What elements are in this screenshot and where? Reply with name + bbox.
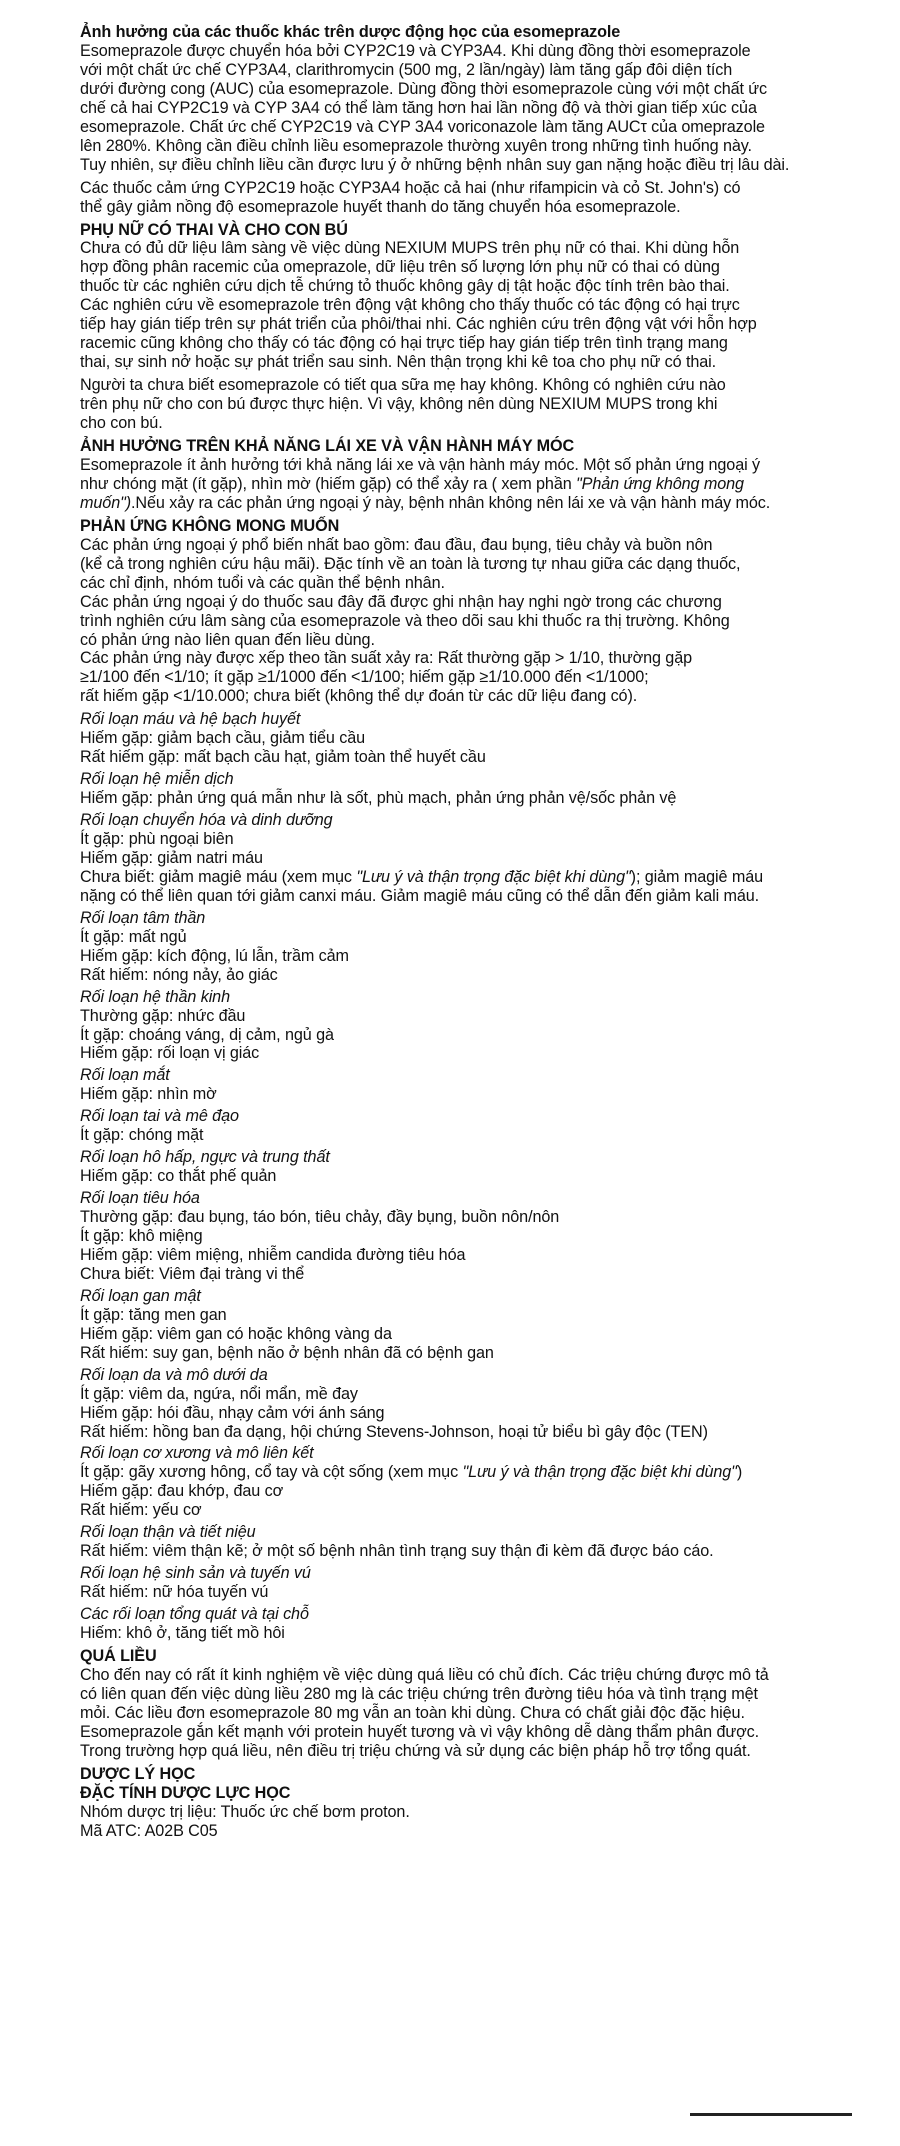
subsection-heading: Rối loạn hệ miễn dịch [80,770,234,789]
subsection-heading: Rối loạn gan mật [80,1286,201,1305]
subsection-heading: Rối loạn hệ thần kinh [80,987,230,1006]
subsection-heading: Rối loạn máu và hệ bạch huyết [80,710,301,729]
bottom-rule [690,2113,852,2116]
body-text-line: tiếp hay gián tiếp trên sự phát triển của phôi/thai nhi. Các nghiên cứu trên động vật với hỗn hợp [80,315,757,334]
body-text-line: dưới đường cong (AUC) của esomeprazole. Dùng đồng thời esomeprazole cùng với một chất ức [80,79,768,98]
body-text-line: Hiếm gặp: giảm natri máu [80,848,263,867]
body-text-line: như chóng mặt (ít gặp), nhìn mờ (hiếm gặp) có thể xảy ra ( xem phần "Phản ứng không mong [80,474,744,493]
body-text-line: Ít gặp: mất ngủ [80,927,187,946]
body-text-line: có phản ứng nào liên quan đến liều dùng. [80,630,375,649]
body-text-line: Các nghiên cứu về esomeprazole trên động vật không cho thấy thuốc có tác động có hại trực [80,296,740,315]
body-text-line: Ít gặp: gãy xương hông, cổ tay và cột sống (xem mục "Lưu ý và thận trọng đặc biệt khi dùng") [80,1463,743,1482]
section-heading: QUÁ LIỀU [80,1646,157,1665]
body-text-line: Hiếm gặp: hói đầu, nhạy cảm với ánh sáng [80,1403,385,1422]
body-text-line: rất hiếm gặp <1/10.000; chưa biết (không thể dự đoán từ các dữ liệu đang có). [80,687,638,706]
body-text-line: chế cả hai CYP2C19 và CYP 3A4 có thể làm tăng hơn hai lần nồng độ và thời gian tiếp xúc của [80,98,757,117]
body-text-line: Rất hiếm: nữ hóa tuyến vú [80,1583,269,1602]
subsection-heading: Các rối loạn tổng quát và tại chỗ [80,1605,309,1623]
subsection-heading: Rối loạn thận và tiết niệu [80,1523,256,1542]
subsection-heading: Rối loạn cơ xương và mô liên kết [80,1444,314,1463]
section-heading: Ảnh hưởng của các thuốc khác trên dược động học của esomeprazole [80,23,621,41]
body-text-line: Chưa biết: giảm magiê máu (xem mục "Lưu ý và thận trọng đặc biệt khi dùng"); giảm magiê máu [80,867,764,886]
subsection-heading: Rối loạn mắt [80,1066,170,1085]
body-text-line: Rất hiếm: nóng nảy, ảo giác [80,965,278,984]
body-text-line: các chỉ định, nhóm tuổi và các quần thể bệnh nhân. [80,573,445,592]
body-text-line: Rất hiếm: hồng ban đa dạng, hội chứng Stevens-Johnson, hoại tử biểu bì gây độc (TEN) [80,1422,708,1441]
subsection-heading: Rối loạn hệ sinh sản và tuyến vú [80,1564,311,1583]
body-text-line: Ít gặp: choáng váng, dị cảm, ngủ gà [80,1025,334,1044]
body-text-line: Chưa có đủ dữ liệu lâm sàng về việc dùng NEXIUM MUPS trên phụ nữ có thai. Khi dùng hỗn [80,239,740,258]
body-text-line: Hiếm gặp: kích động, lú lẫn, trầm cảm [80,946,349,965]
section-heading: PHẢN ỨNG KHÔNG MONG MUỐN [80,516,340,535]
body-text-line: Ít gặp: chóng mặt [80,1126,204,1145]
section-heading: ĐẶC TÍNH DƯỢC LỰC HỌC [80,1783,291,1802]
body-text-line: Mã ATC: A02B C05 [80,1821,218,1840]
body-text-line: ≥1/100 đến <1/10; ít gặp ≥1/1000 đến <1/100; hiếm gặp ≥1/10.000 đến <1/1000; [80,668,649,687]
body-text-line: Rất hiếm: yếu cơ [80,1501,202,1520]
subsection-heading: Rối loạn chuyển hóa và dinh dưỡng [80,811,333,829]
body-text-line: có liên quan đến việc dùng liều 280 mg là các triệu chứng trên đường tiêu hóa và tình trạng mệt [80,1684,758,1703]
body-text-line: Các phản ứng ngoại ý do thuốc sau đây đã được ghi nhận hay nghi ngờ trong các chương [80,592,722,611]
body-text-line: Hiếm gặp: co thắt phế quản [80,1167,277,1186]
body-text-line: Hiếm gặp: rối loạn vị giác [80,1044,260,1063]
body-text-line: Nhóm dược trị liệu: Thuốc ức chế bơm proton. [80,1802,410,1821]
subsection-heading: Rối loạn tai và mê đạo [80,1107,239,1126]
body-text-line: Hiếm gặp: đau khớp, đau cơ [80,1482,284,1501]
body-text-line: Người ta chưa biết esomeprazole có tiết qua sữa mẹ hay không. Không có nghiên cứu nào [80,376,726,395]
body-text-line: nặng có thể liên quan tới giảm canxi máu. Giảm magiê máu cũng có thể dẫn đến giảm kali máu. [80,886,760,905]
body-text-line: thai, sự sinh nở hoặc sự phát triển sau sinh. Nên thận trọng khi kê toa cho phụ nữ có thai. [80,353,717,372]
body-text-line: Rất hiếm gặp: mất bạch cầu hạt, giảm toàn thể huyết cầu [80,748,486,767]
body-text-line: Trong trường hợp quá liều, nên điều trị triệu chứng và sử dụng các biện pháp hỗ trợ tổng quát. [80,1741,751,1760]
body-text-line: Ít gặp: viêm da, ngứa, nổi mẩn, mề đay [80,1384,358,1403]
body-text-line: Esomeprazole gắn kết mạnh với protein huyết tương và vì vậy không dễ dàng thẩm phân được. [80,1722,760,1741]
body-text-line: Các phản ứng này được xếp theo tần suất xảy ra: Rất thường gặp > 1/10, thường gặp [80,649,693,668]
body-text-line: Ít gặp: tăng men gan [80,1305,227,1324]
section-heading: PHỤ NỮ CÓ THAI VÀ CHO CON BÚ [80,220,348,239]
body-text-line: muốn").Nếu xảy ra các phản ứng ngoại ý này, bệnh nhân không nên lái xe và vận hành máy móc. [80,493,771,512]
body-text-line: Hiếm gặp: giảm bạch cầu, giảm tiểu cầu [80,729,366,748]
body-text-line: Hiếm gặp: viêm miệng, nhiễm candida đường tiêu hóa [80,1245,466,1264]
body-text-line: với một chất ức chế CYP3A4, clarithromycin (500 mg, 2 lần/ngày) làm tăng gấp đôi diện tích [80,60,733,79]
body-text-line: trên phụ nữ cho con bú được thực hiện. Vì vậy, không nên dùng NEXIUM MUPS trong khi [80,395,718,413]
body-text-line: cho con bú. [80,414,163,432]
section-heading: ẢNH HƯỞNG TRÊN KHẢ NĂNG LÁI XE VÀ VẬN HÀNH MÁY MÓC [80,436,575,455]
body-text-line: Các phản ứng ngoại ý phổ biến nhất bao gồm: đau đầu, đau bụng, tiêu chảy và buồn nôn [80,535,713,554]
body-text-line: hợp đồng phân racemic của omeprazole, dữ liệu trên số lượng lớn phụ nữ có thai có dùng [80,258,720,277]
body-text-line: racemic cũng không cho thấy có tác động có hại trực tiếp hay gián tiếp trên tình trạng mang [80,334,728,353]
body-text-line: Rất hiếm: suy gan, bệnh não ở bệnh nhân đã có bệnh gan [80,1343,494,1362]
body-text-line: Thường gặp: nhức đầu [80,1006,246,1025]
body-text-line: Chưa biết: Viêm đại tràng vi thể [80,1264,305,1283]
body-text-line: Cho đến nay có rất ít kinh nghiệm về việc dùng quá liều có chủ đích. Các triệu chứng được mô tả [80,1665,769,1684]
body-text-line: trình nghiên cứu lâm sàng của esomeprazole và theo dõi sau khi thuốc ra thị trường. Không [80,611,730,630]
body-text-line: Rất hiếm: viêm thận kẽ; ở một số bệnh nhân tình trạng suy thận đi kèm đã được báo cáo. [80,1542,714,1561]
body-text-line: Tuy nhiên, sự điều chỉnh liều cần được lưu ý ở những bệnh nhân suy gan nặng hoặc điều trị lâu dài. [80,155,790,174]
body-text-line: Hiếm gặp: nhìn mờ [80,1085,217,1104]
body-text-line: Ít gặp: phù ngoại biên [80,830,234,848]
subsection-heading: Rối loạn tiêu hóa [80,1189,200,1208]
section-heading: DƯỢC LÝ HỌC [80,1764,196,1783]
subsection-heading: Rối loạn hô hấp, ngực và trung thất [80,1148,330,1167]
subsection-heading: Rối loạn da và mô dưới da [80,1365,268,1384]
body-text-line: Hiếm gặp: phản ứng quá mẫn như là sốt, phù mạch, phản ứng phản vệ/sốc phản vệ [80,789,677,808]
body-text-line: thuốc từ các nghiên cứu dịch tễ chứng tỏ thuốc không gây dị tật hoặc độc tính trên bào thai. [80,277,730,296]
body-text-line: Các thuốc cảm ứng CYP2C19 hoặc CYP3A4 hoặc cả hai (như rifampicin và cỏ St. John's) có [80,178,741,197]
body-text-line: Esomeprazole được chuyển hóa bởi CYP2C19 và CYP3A4. Khi dùng đồng thời esomeprazole [80,42,751,60]
body-text-line: Thường gặp: đau bụng, táo bón, tiêu chảy, đầy bụng, buồn nôn/nôn [80,1208,560,1226]
body-text-line: Esomeprazole ít ảnh hưởng tới khả năng lái xe và vận hành máy móc. Một số phản ứng ngoại ý [80,455,760,474]
body-text-line: mỏi. Các liều đơn esomeprazole 80 mg vẫn an toàn khi dùng. Chưa có chất giải độc đặc hiệu. [80,1703,745,1722]
body-text-line: thể gây giảm nồng độ esomeprazole huyết thanh do tăng chuyển hóa esomeprazole. [80,197,681,216]
body-text-line: lên 280%. Không cần điều chỉnh liều esomeprazole thường xuyên trong những tình huống này. [80,136,752,155]
subsection-heading: Rối loạn tâm thần [80,908,206,927]
body-text-line: esomeprazole. Chất ức chế CYP2C19 và CYP 3A4 voriconazole làm tăng AUCτ của omeprazole [80,117,765,136]
body-text-line: Hiếm: khô ở, tăng tiết mồ hôi [80,1624,285,1642]
body-text-line: (kể cả trong nghiên cứu hậu mãi). Đặc tính về an toàn là tương tự nhau giữa các dạng thuốc, [80,554,741,573]
body-text-line: Hiếm gặp: viêm gan có hoặc không vàng da [80,1324,392,1343]
body-text-line: Ít gặp: khô miệng [80,1227,203,1245]
